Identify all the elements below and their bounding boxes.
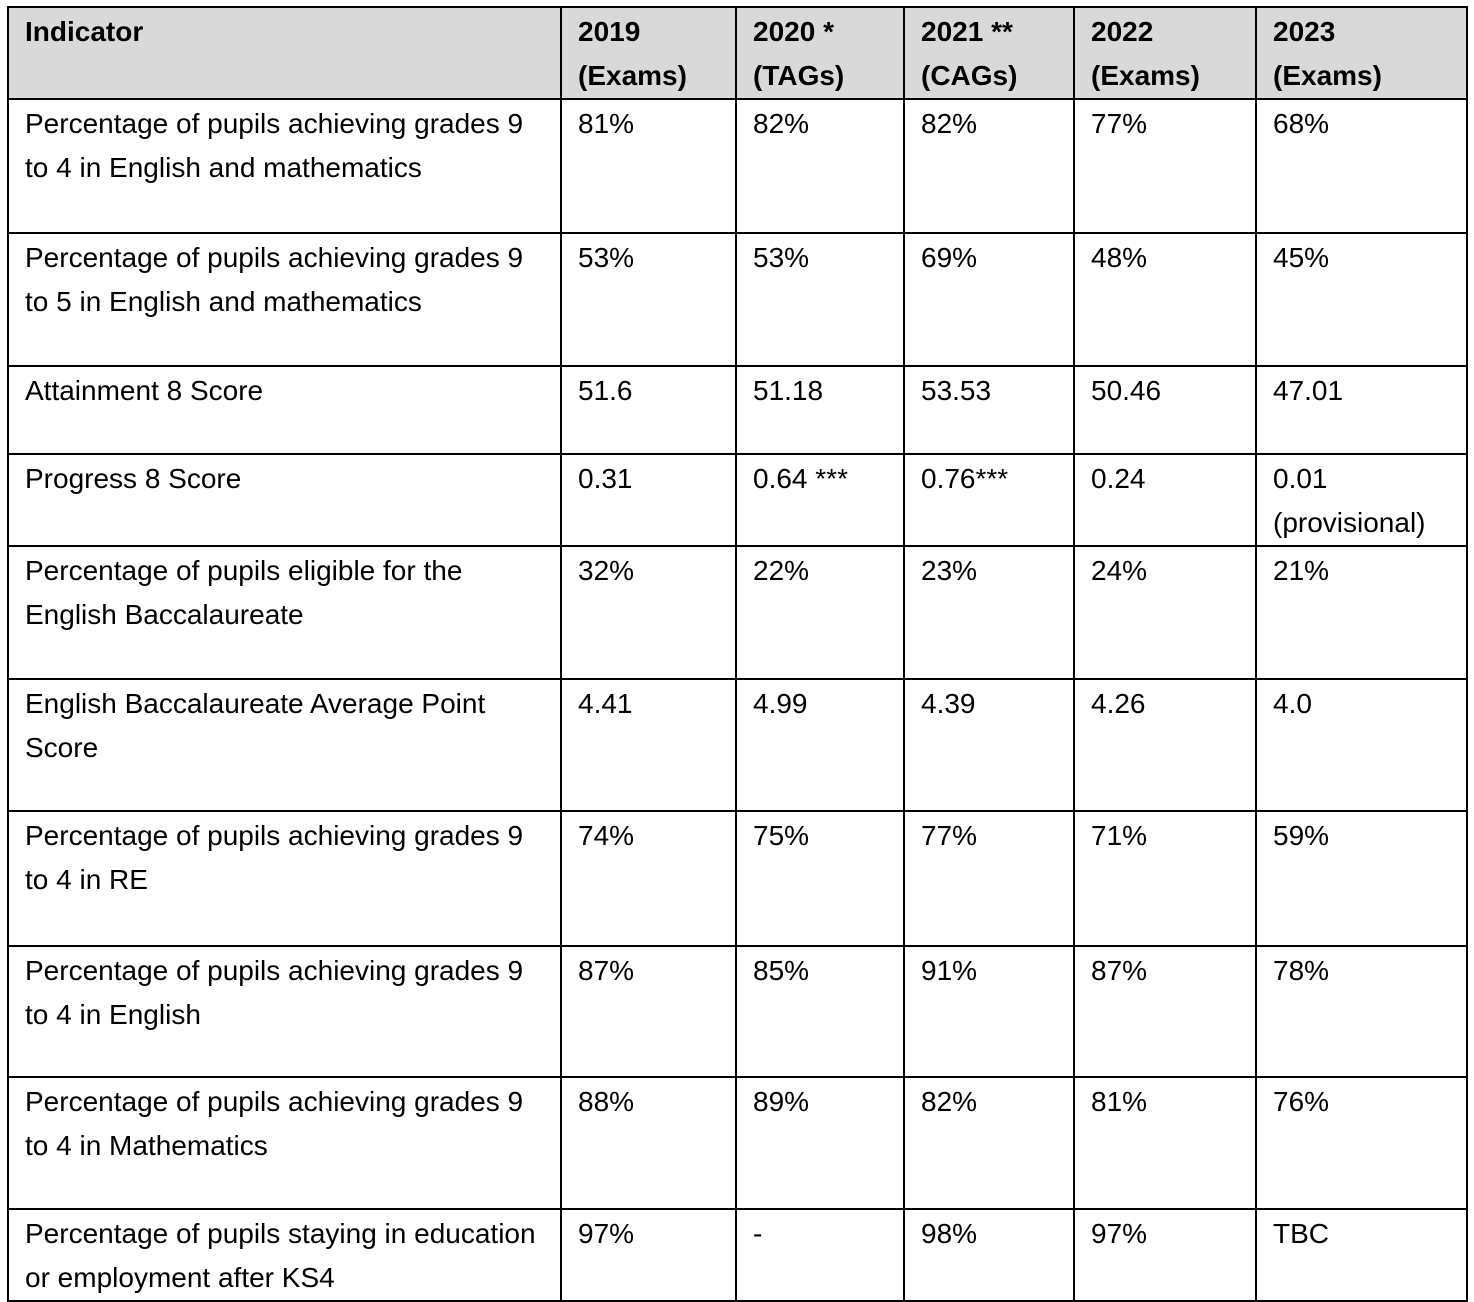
- value-cell-2019: 51.6: [561, 366, 736, 454]
- indicator-cell: English Baccalaureate Average Point Score: [8, 679, 561, 811]
- value-cell-2020: 75%: [736, 811, 904, 946]
- table-row: [8, 546, 1467, 679]
- indicator-cell: Percentage of pupils achieving grades 9 to 4 in Mathematics: [8, 1077, 561, 1209]
- table-body: [8, 99, 1467, 1301]
- results-table: [7, 6, 1468, 1302]
- table-header: [8, 7, 1467, 99]
- table-row: [8, 811, 1467, 946]
- value-cell-2019: 53%: [561, 233, 736, 366]
- value-cell-2020: 4.99: [736, 679, 904, 811]
- header-2019: 2019 (Exams): [561, 7, 736, 99]
- value-cell-2023: 76%: [1256, 1077, 1467, 1209]
- value-cell-2023: 45%: [1256, 233, 1467, 366]
- header-2021: 2021 ** (CAGs): [904, 7, 1074, 99]
- value-cell-2022: 0.24: [1074, 454, 1256, 546]
- value-cell-2022: 48%: [1074, 233, 1256, 366]
- value-cell-2020: 53%: [736, 233, 904, 366]
- value-cell-2021: 82%: [904, 99, 1074, 233]
- header-2022: 2022 (Exams): [1074, 7, 1256, 99]
- value-cell-2022: 97%: [1074, 1209, 1256, 1301]
- value-cell-2023: 59%: [1256, 811, 1467, 946]
- indicator-cell: Percentage of pupils achieving grades 9 to 4 in English and mathematics: [8, 99, 561, 233]
- value-cell-2022: 4.26: [1074, 679, 1256, 811]
- value-cell-2022: 71%: [1074, 811, 1256, 946]
- indicator-cell: Progress 8 Score: [8, 454, 561, 546]
- header-indicator: Indicator: [8, 7, 561, 99]
- value-cell-2020: 0.64 ***: [736, 454, 904, 546]
- indicator-cell: Percentage of pupils staying in education or employment after KS4: [8, 1209, 561, 1301]
- value-cell-2023: 4.0: [1256, 679, 1467, 811]
- table-row: [8, 454, 1467, 546]
- value-cell-2023: TBC: [1256, 1209, 1467, 1301]
- value-cell-2019: 87%: [561, 946, 736, 1077]
- value-cell-2019: 97%: [561, 1209, 736, 1301]
- value-cell-2019: 88%: [561, 1077, 736, 1209]
- value-cell-2020: 85%: [736, 946, 904, 1077]
- value-cell-2019: 0.31: [561, 454, 736, 546]
- value-cell-2020: 22%: [736, 546, 904, 679]
- value-cell-2021: 0.76***: [904, 454, 1074, 546]
- value-cell-2020: 89%: [736, 1077, 904, 1209]
- value-cell-2020: -: [736, 1209, 904, 1301]
- value-cell-2022: 24%: [1074, 546, 1256, 679]
- value-cell-2019: 81%: [561, 99, 736, 233]
- value-cell-2021: 82%: [904, 1077, 1074, 1209]
- indicator-cell: Percentage of pupils achieving grades 9 to 4 in RE: [8, 811, 561, 946]
- table-row: [8, 946, 1467, 1077]
- value-cell-2021: 69%: [904, 233, 1074, 366]
- value-cell-2022: 81%: [1074, 1077, 1256, 1209]
- value-cell-2023: 78%: [1256, 946, 1467, 1077]
- value-cell-2021: 98%: [904, 1209, 1074, 1301]
- value-cell-2019: 74%: [561, 811, 736, 946]
- value-cell-2020: 82%: [736, 99, 904, 233]
- indicator-cell: Percentage of pupils achieving grades 9 to 5 in English and mathematics: [8, 233, 561, 366]
- value-cell-2022: 77%: [1074, 99, 1256, 233]
- value-cell-2022: 87%: [1074, 946, 1256, 1077]
- value-cell-2019: 4.41: [561, 679, 736, 811]
- value-cell-2023: 68%: [1256, 99, 1467, 233]
- header-2020: 2020 * (TAGs): [736, 7, 904, 99]
- header-2023: 2023 (Exams): [1256, 7, 1467, 99]
- table-row: [8, 233, 1467, 366]
- value-cell-2020: 51.18: [736, 366, 904, 454]
- indicator-cell: Percentage of pupils achieving grades 9 to 4 in English: [8, 946, 561, 1077]
- table-row: [8, 366, 1467, 454]
- value-cell-2021: 4.39: [904, 679, 1074, 811]
- table-row: [8, 99, 1467, 233]
- header-row: [8, 7, 1467, 99]
- value-cell-2023: 47.01: [1256, 366, 1467, 454]
- table-row: [8, 1209, 1467, 1301]
- table-row: [8, 679, 1467, 811]
- value-cell-2022: 50.46: [1074, 366, 1256, 454]
- value-cell-2023: 0.01 (provisional): [1256, 454, 1467, 546]
- indicator-cell: Percentage of pupils eligible for the English Baccalaureate: [8, 546, 561, 679]
- value-cell-2021: 91%: [904, 946, 1074, 1077]
- table-row: [8, 1077, 1467, 1209]
- value-cell-2021: 77%: [904, 811, 1074, 946]
- value-cell-2023: 21%: [1256, 546, 1467, 679]
- value-cell-2021: 23%: [904, 546, 1074, 679]
- value-cell-2019: 32%: [561, 546, 736, 679]
- indicator-cell: Attainment 8 Score: [8, 366, 561, 454]
- value-cell-2021: 53.53: [904, 366, 1074, 454]
